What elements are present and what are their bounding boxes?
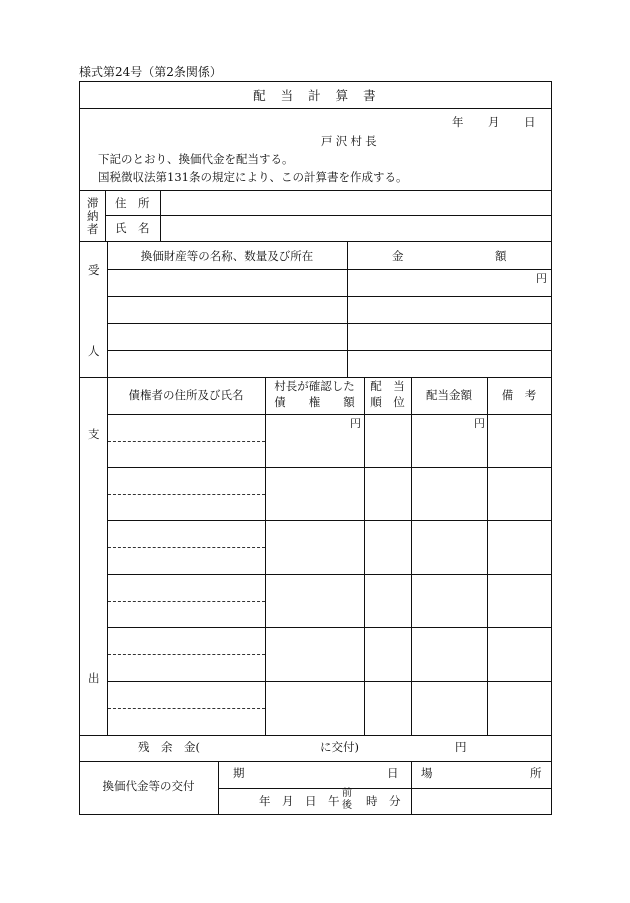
disbursement-unit-yen-confirmed: 円	[350, 417, 361, 430]
address-label: 住 所	[115, 196, 150, 210]
date-day-label: 日	[524, 115, 536, 129]
delivery-period-label: 期	[233, 766, 245, 780]
disbursement-label-top: 支	[88, 427, 100, 441]
disbursement-row[interactable]	[108, 575, 551, 627]
date-month-label: 月	[488, 115, 500, 129]
name-label: 氏 名	[115, 221, 150, 235]
disbursement-col-order-2: 順 位	[370, 395, 405, 409]
disbursement-unit-yen-distribution: 円	[474, 417, 485, 430]
disbursement-col-confirmed-1: 村長が確認した	[274, 379, 355, 393]
document-title: 配 当 計 算 書	[253, 88, 377, 103]
delivery-ampm-top: 前	[342, 788, 352, 799]
delivery-datetime-ymd: 年 月 日 午	[259, 794, 340, 808]
receipts-label-bottom: 人	[88, 344, 100, 358]
delivery-period-field[interactable]	[219, 762, 411, 788]
disbursement-row[interactable]	[108, 521, 551, 574]
intro-line-1: 下記のとおり、換価代金を配当する。	[98, 152, 294, 166]
disbursement-col-creditor: 債権者の住所及び氏名	[128, 388, 244, 402]
delivery-ampm-bottom: 後	[342, 800, 352, 811]
intro-line-2: 国税徴収法第131条の規定により、この計算書を作成する。	[98, 170, 408, 184]
disbursement-row[interactable]	[108, 682, 551, 735]
receipts-unit-yen: 円	[536, 272, 547, 285]
delivery-place-field[interactable]	[412, 762, 551, 788]
disbursement-col-confirmed-2: 債 権 額	[274, 395, 355, 409]
delivery-label: 換価代金等の交付	[102, 779, 195, 793]
date-year-label: 年	[452, 115, 464, 129]
delivery-day-label: 日	[387, 766, 399, 780]
delinquent-label-1: 滞	[87, 196, 99, 210]
delinquent-label-3: 者	[87, 222, 99, 236]
disbursement-col-remarks: 備 考	[501, 388, 537, 402]
receipts-col-items: 換価財産等の名称、数量及び所在	[140, 249, 314, 263]
surplus-unit-yen: 円	[455, 740, 467, 754]
issuer-name: 戸沢村長	[321, 134, 380, 148]
receipts-label-top: 受	[88, 263, 100, 277]
disbursement-label-bottom: 出	[88, 671, 100, 685]
surplus-label: 残 余 金(	[138, 740, 200, 754]
delivery-time-hm: 時 分	[366, 794, 401, 808]
delivery-datetime-field[interactable]	[219, 789, 411, 814]
delivery-place-suffix: 所	[530, 766, 542, 780]
delivery-place-label: 場	[421, 766, 433, 780]
receipts-col-amount-right: 額	[495, 249, 507, 263]
disbursement-col-distribution: 配当金額	[426, 388, 472, 402]
disbursement-col-order-1: 配 当	[370, 379, 405, 393]
disbursement-row[interactable]	[108, 415, 551, 467]
delinquent-label-2: 納	[87, 209, 99, 223]
disbursement-row[interactable]	[108, 468, 551, 520]
receipts-col-amount-left: 金	[392, 249, 404, 263]
disbursement-row[interactable]	[108, 628, 551, 681]
surplus-delivered: に交付)	[320, 740, 359, 754]
form-number: 様式第24号（第2条関係）	[79, 65, 222, 79]
